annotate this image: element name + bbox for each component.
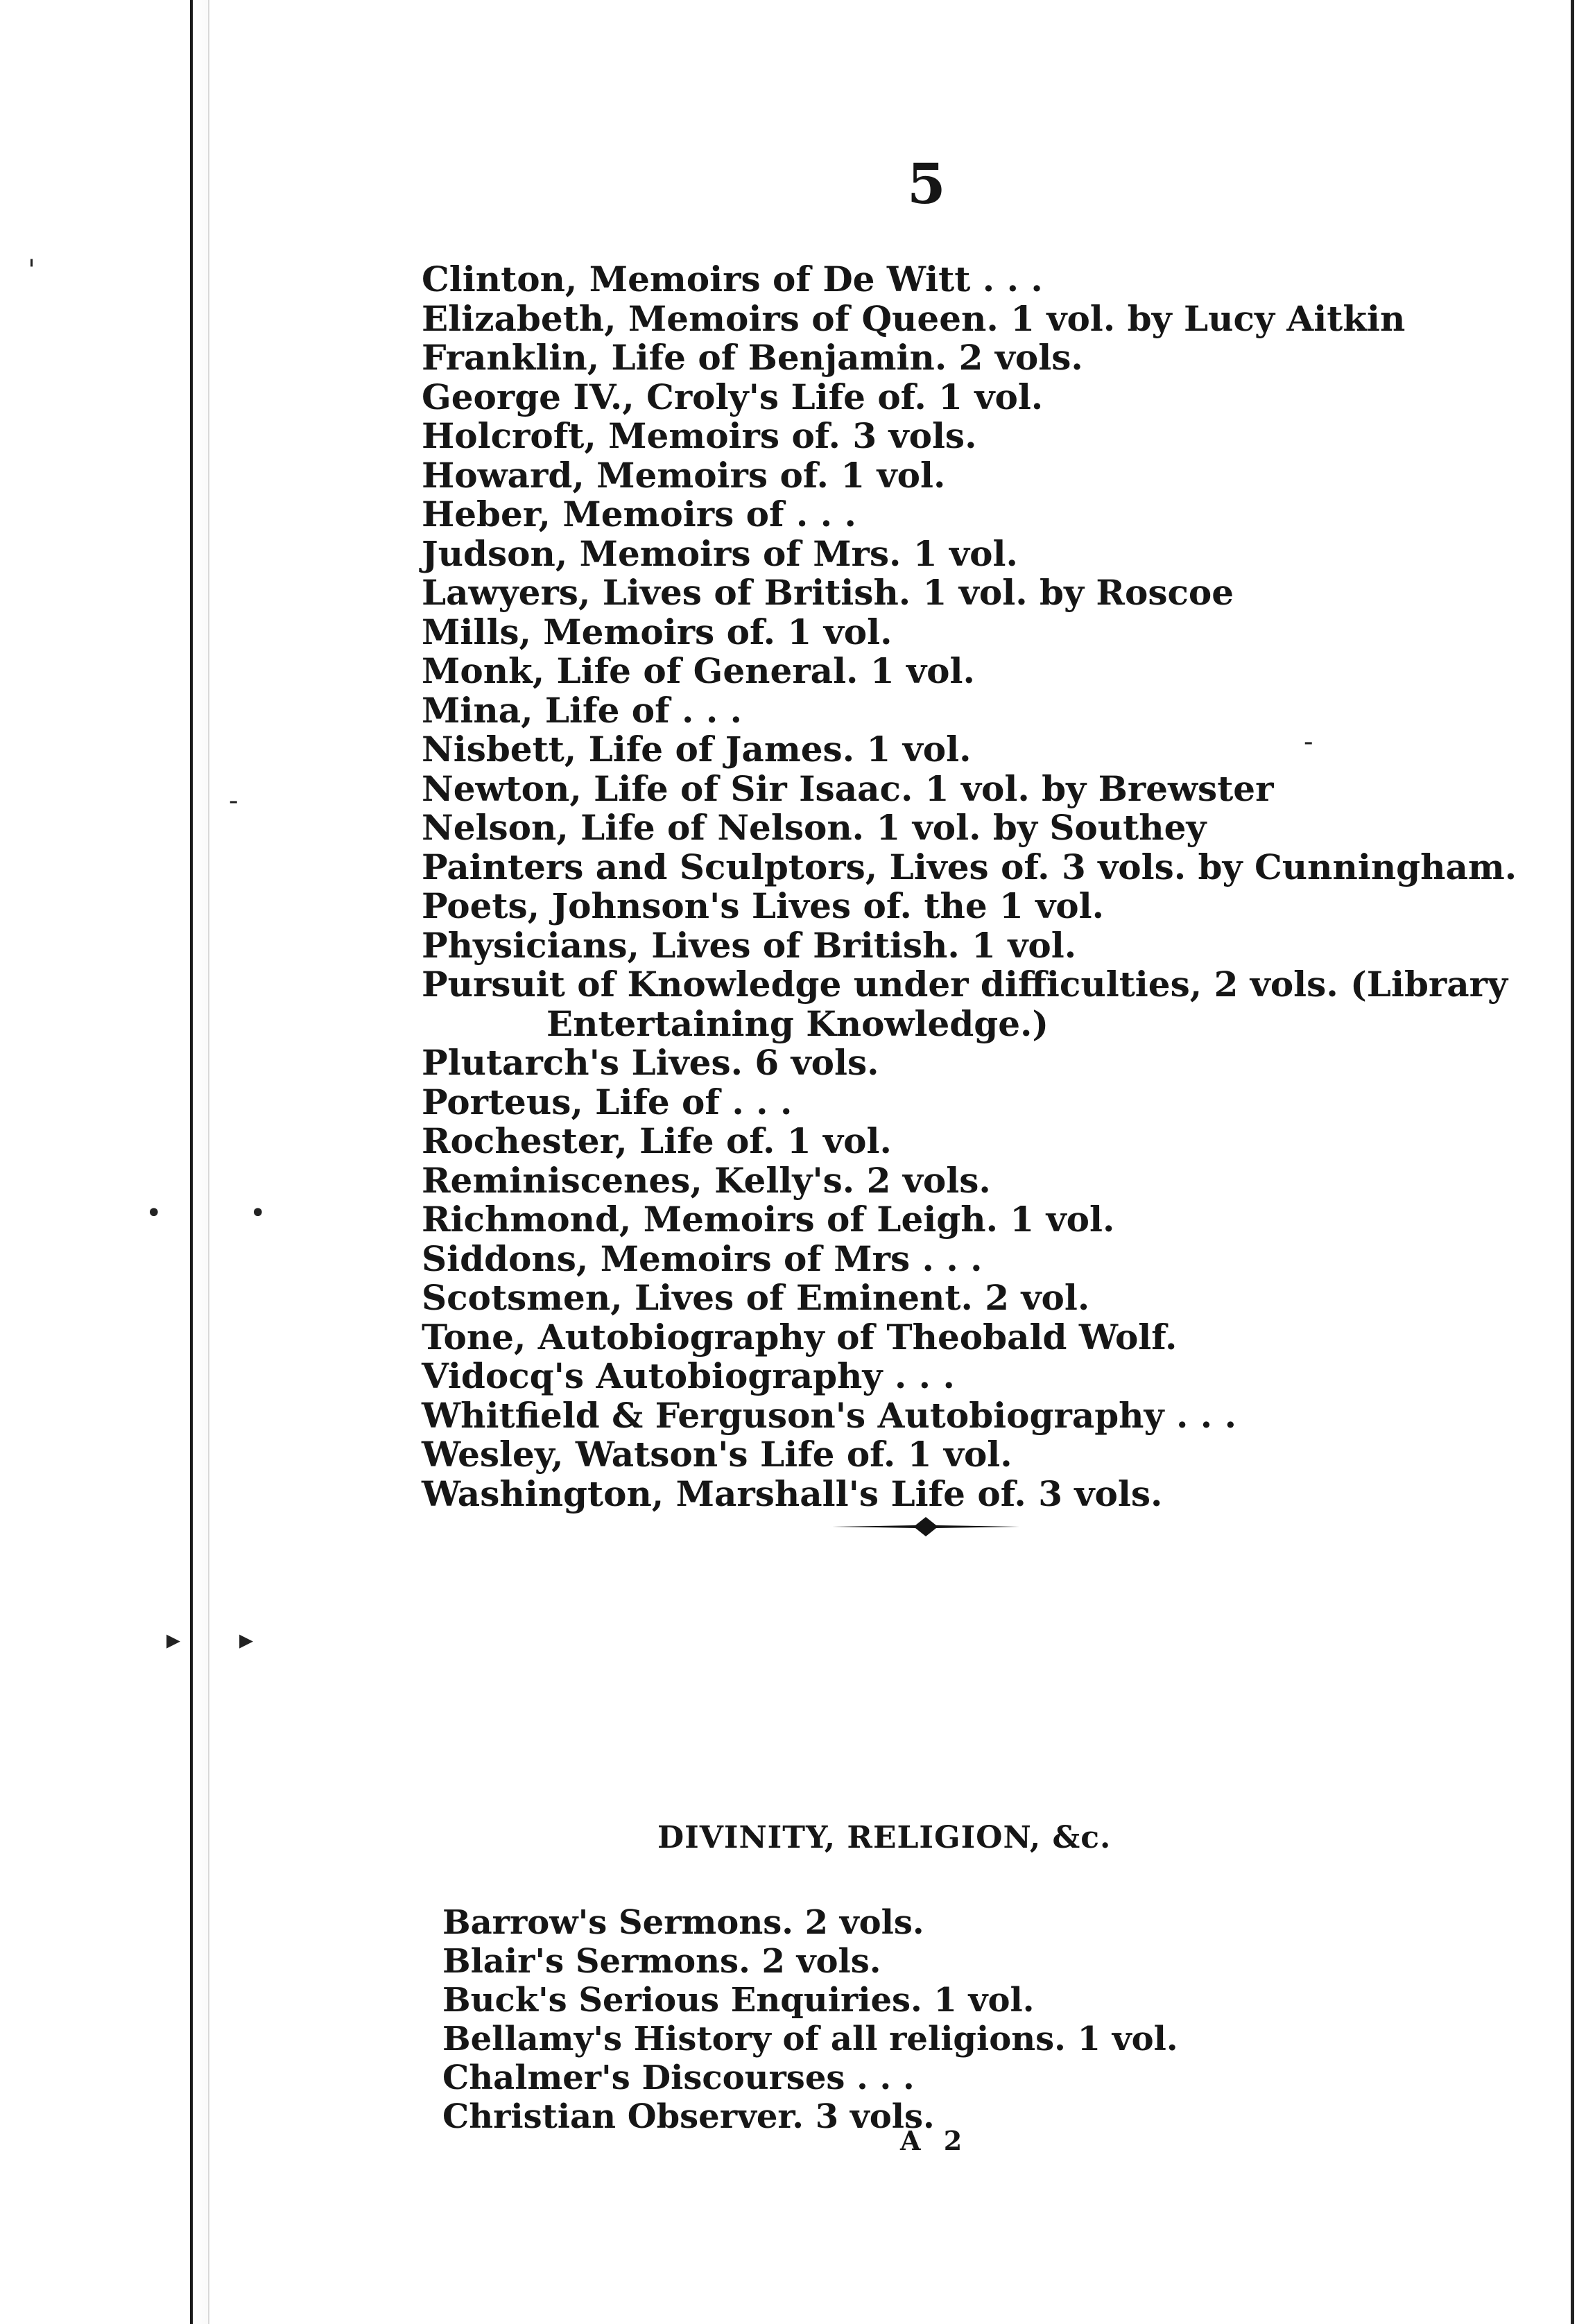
- list-item: Nelson, Life of Nelson. 1 vol. by Southey: [422, 807, 1207, 848]
- list-item: Chalmer's Discourses . . .: [442, 2058, 915, 2097]
- list-item: Bellamy's History of all religions. 1 vol.: [442, 2020, 1178, 2058]
- binding-gutter: [0, 0, 208, 2324]
- list-item: Painters and Sculptors, Lives of. 3 vols. by Cunningham.: [422, 846, 1517, 887]
- list-item: Poets, Johnson's Lives of. the 1 vol.: [422, 885, 1105, 926]
- margin-speck: •: [250, 1197, 266, 1229]
- list-item: Heber, Memoirs of . . .: [422, 494, 856, 535]
- binding-edge-line: [190, 0, 193, 2324]
- list-item: Lawyers, Lives of British. 1 vol. by Roscoe: [422, 572, 1234, 613]
- list-item: Blair's Sermons. 2 vols.: [442, 1942, 881, 1981]
- list-item: Nisbett, Life of James. 1 vol.: [422, 729, 972, 770]
- page-edge-line: [208, 0, 209, 2324]
- margin-speck: ': [28, 254, 35, 286]
- list-item: Buck's Serious Enquiries. 1 vol.: [442, 1981, 1035, 2020]
- list-item: Newton, Life of Sir Isaac. 1 vol. by Brewster: [422, 768, 1274, 809]
- list-item: Vidocq's Autobiography . . .: [422, 1355, 955, 1396]
- list-item: Monk, Life of General. 1 vol.: [422, 650, 975, 691]
- list-item: Christian Observer. 3 vols.: [442, 2097, 935, 2136]
- list-item: Scotsmen, Lives of Eminent. 2 vol.: [422, 1277, 1090, 1318]
- list-item: Clinton, Memoirs of De Witt . . .: [422, 259, 1043, 300]
- list-item: Rochester, Life of. 1 vol.: [422, 1120, 892, 1161]
- list-item: Pursuit of Knowledge under difficulties, 2 vols. (Library: [422, 964, 1508, 1005]
- margin-speck: -: [229, 785, 239, 817]
- margin-speck: -: [1304, 726, 1313, 758]
- list-item: Physicians, Lives of British. 1 vol.: [422, 924, 1077, 966]
- list-item: Whitfield & Ferguson's Autobiography . . .: [422, 1394, 1237, 1436]
- list-item: George IV., Croly's Life of. 1 vol.: [422, 376, 1044, 417]
- list-item: Franklin, Life of Benjamin. 2 vols.: [422, 337, 1083, 378]
- section-heading: DIVINITY, RELIGION, &c.: [657, 1820, 1112, 1855]
- margin-speck: •: [146, 1197, 162, 1229]
- ornamental-rule: [832, 1513, 1019, 1541]
- margin-speck: ▸: [239, 1624, 254, 1656]
- list-item: Richmond, Memoirs of Leigh. 1 vol.: [422, 1199, 1115, 1240]
- list-item: Tone, Autobiography of Theobald Wolf.: [422, 1316, 1178, 1358]
- list-item-continuation: Entertaining Knowledge.): [546, 1003, 1049, 1044]
- list-item: Reminiscenes, Kelly's. 2 vols.: [422, 1159, 991, 1201]
- list-item: Plutarch's Lives. 6 vols.: [422, 1042, 879, 1083]
- list-item: Holcroft, Memoirs of. 3 vols.: [422, 415, 977, 456]
- biography-list: [422, 259, 1517, 1514]
- list-item: Siddons, Memoirs of Mrs . . .: [422, 1238, 983, 1279]
- right-page-edge: [1571, 0, 1574, 2324]
- list-item: Washington, Marshall's Life of. 3 vols.: [422, 1473, 1163, 1514]
- list-item: Elizabeth, Memoirs of Queen. 1 vol. by Lucy Aitkin: [422, 297, 1406, 339]
- list-item: Mina, Life of . . .: [422, 689, 743, 731]
- list-item: Porteus, Life of . . .: [422, 1081, 793, 1122]
- list-item: Howard, Memoirs of. 1 vol.: [422, 454, 946, 496]
- page-number: 5: [907, 151, 946, 216]
- signature-mark: A 2: [900, 2125, 969, 2156]
- list-item: Mills, Memoirs of. 1 vol.: [422, 611, 893, 652]
- divinity-list: [442, 1903, 1448, 2136]
- margin-speck: ▸: [166, 1624, 181, 1656]
- list-item: Wesley, Watson's Life of. 1 vol.: [422, 1434, 1012, 1475]
- list-item: Judson, Memoirs of Mrs. 1 vol.: [422, 532, 1018, 574]
- list-item: Barrow's Sermons. 2 vols.: [442, 1903, 924, 1942]
